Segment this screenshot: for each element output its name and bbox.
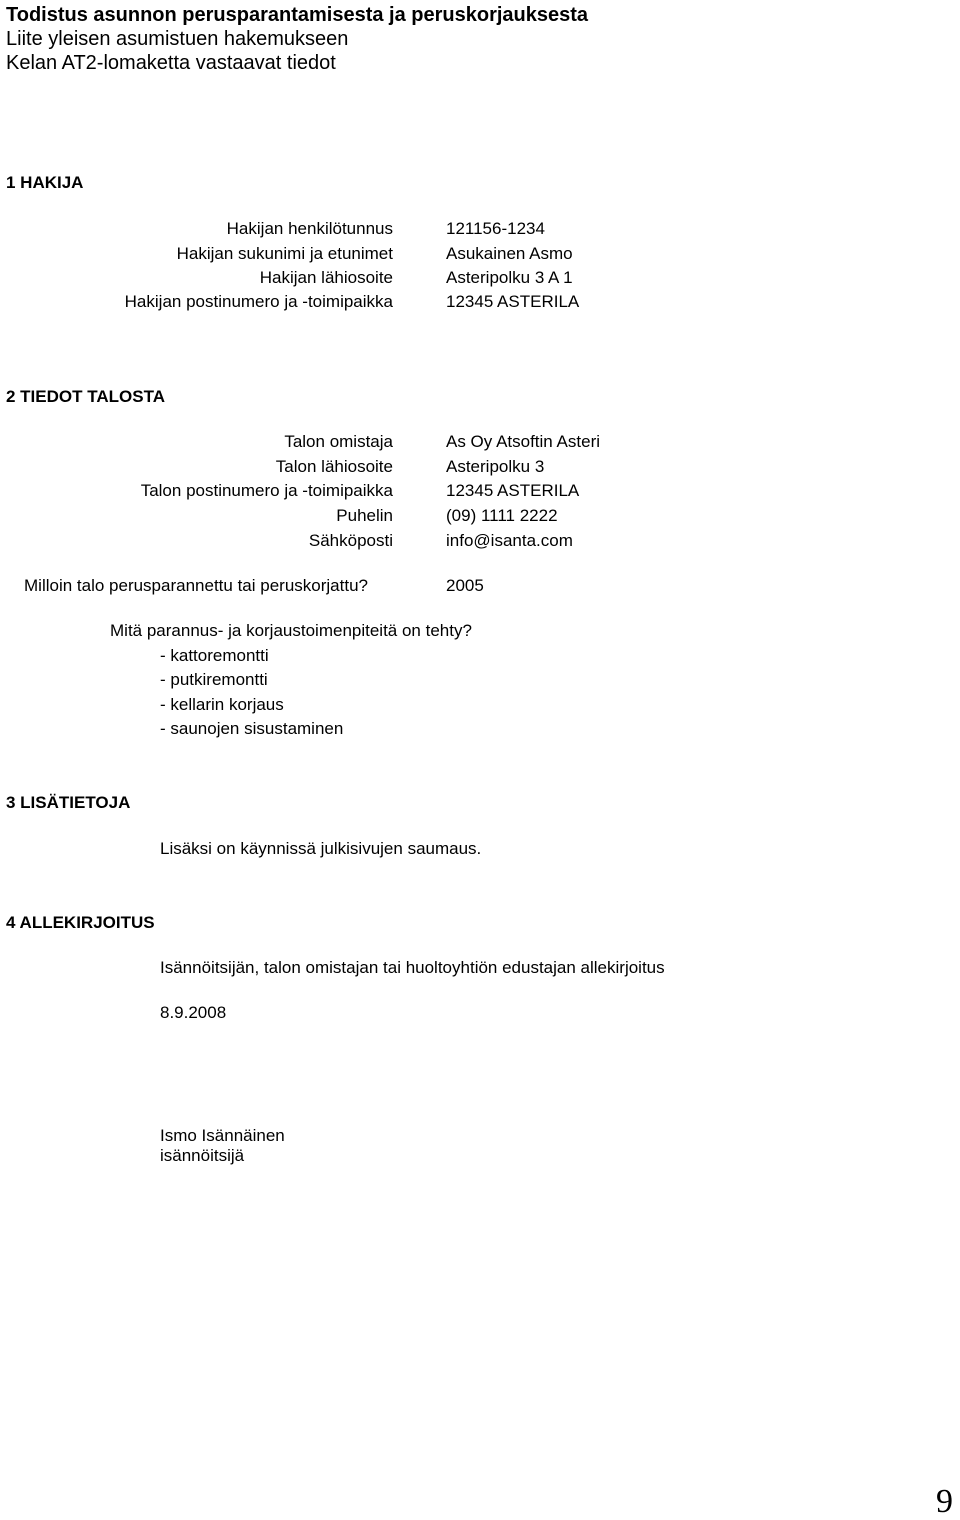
field-value: Asteripolku 3 A 1 [446, 268, 573, 287]
field-value: 12345 ASTERILA [446, 481, 580, 500]
field-value: Asteripolku 3 [446, 457, 545, 476]
field-value: info@isanta.com [446, 531, 573, 550]
renovation-year: 2005 [446, 576, 484, 595]
measure-item: - kellarin korjaus [160, 695, 284, 714]
section-heading-lisatietoja: 3 LISÄTIETOJA [6, 793, 131, 812]
document-subtitle: Kelan AT2-lomaketta vastaavat tiedot [6, 52, 336, 74]
field-label: Puhelin [336, 506, 393, 525]
field-label: Sähköposti [308, 531, 393, 550]
field-label: Talon omistaja [284, 432, 393, 451]
field-label: Talon lähiosoite [275, 457, 393, 476]
field-label: Hakijan sukunimi ja etunimet [176, 244, 393, 263]
signature-instruction: Isännöitsijän, talon omistajan tai huoltoyhtiön edustajan allekirjoitus [160, 958, 665, 977]
section-heading-hakija: 1 HAKIJA [6, 173, 84, 192]
field-label: Hakijan lähiosoite [259, 268, 393, 287]
field-value: (09) 1111 2222 [446, 506, 558, 525]
document-title: Todistus asunnon perusparantamisesta ja peruskorjauksesta [6, 4, 589, 26]
measure-item: - putkiremontti [160, 670, 268, 689]
signer-title: isännöitsijä [160, 1146, 245, 1165]
section-heading-allekirjoitus: 4 ALLEKIRJOITUS [6, 913, 155, 932]
field-label: Hakijan postinumero ja -toimipaikka [124, 292, 393, 311]
field-value: As Oy Atsoftin Asteri [446, 432, 601, 451]
section-heading-tiedot-talosta: 2 TIEDOT TALOSTA [6, 387, 165, 406]
signer-name: Ismo Isännäinen [160, 1126, 285, 1145]
additional-info-text: Lisäksi on käynnissä julkisivujen saumaus. [160, 839, 482, 858]
field-label: Hakijan henkilötunnus [226, 219, 393, 238]
document-subtitle: Liite yleisen asumistuen hakemukseen [6, 28, 349, 50]
renovation-question: Milloin talo perusparannettu tai peruskorjattu? [24, 576, 368, 595]
signature-date: 8.9.2008 [160, 1003, 227, 1022]
page-number: 9 [936, 1483, 953, 1520]
measure-item: - saunojen sisustaminen [160, 719, 344, 738]
measures-question: Mitä parannus- ja korjaustoimenpiteitä on tehty? [110, 621, 472, 640]
field-value: Asukainen Asmo [446, 244, 573, 263]
field-value: 12345 ASTERILA [446, 292, 580, 311]
field-value: 121156-1234 [446, 219, 545, 238]
field-label: Talon postinumero ja -toimipaikka [140, 481, 393, 500]
measure-item: - kattoremontti [160, 646, 269, 665]
